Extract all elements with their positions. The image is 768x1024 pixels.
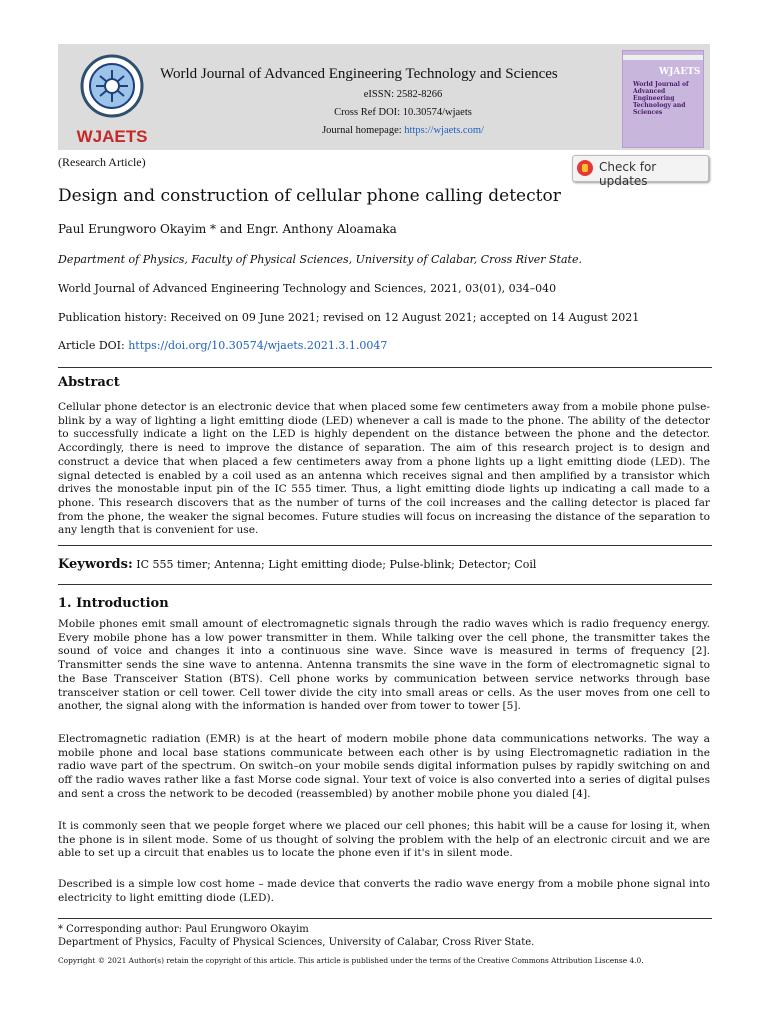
keywords-text: IC 555 timer; Antenna; Light emitting diode; Pulse-blink; Detector; Coil <box>132 558 537 571</box>
crossref-doi: Cross Ref DOI: 10.30574/wjaets <box>334 107 472 118</box>
journal-header <box>58 44 710 150</box>
cover-band <box>623 55 703 60</box>
cover-title: WJAETS <box>659 67 701 77</box>
abstract-text: Cellular phone detector is an electronic device that when placed some few centimeters away from a mobile phone pulse-blink by a way of lighting a light emitting diode (LED) whenever a call is made to the phone. The ability of the detector to successfully indicate a light on the LED is highly dependent on the distance between the phone and the detector. Accordingly, there is need to improve the distance of separation. The aim of this research project is to design and construct a device that when placed a few centimeters away from a phone lights up a light emitting diode (LED). The signal detected is enabled by a coil used as an antenna which receives signal and then amplified by a transistor which drives the monostable input pin of the IC 555 timer. Thus, a light emitting diode lights up indicating a call made to a phone. This research discovers that as the number of turns of the coil increases and the calling detector is placed far from the phone, the weaker the signal becomes. Future studies will focus on increasing the distance of the separation to any length that is convenient for use. <box>58 401 710 537</box>
keywords-label: Keywords: <box>58 557 133 572</box>
footnote-department: Department of Physics, Faculty of Physical Sciences, University of Calabar, Cross River State. <box>58 937 535 948</box>
introduction-heading: 1. Introduction <box>58 596 169 611</box>
corresponding-author: * Corresponding author: Paul Erungworo Okayim <box>58 924 309 935</box>
citation: World Journal of Advanced Engineering Technology and Sciences, 2021, 03(01), 034–040 <box>58 282 557 295</box>
doi-link[interactable]: https://doi.org/10.30574/wjaets.2021.3.1.0047 <box>128 339 388 352</box>
authors: Paul Erungworo Okayim * and Engr. Anthony Aloamaka <box>58 222 397 236</box>
journal-cover <box>622 50 704 148</box>
article-doi <box>58 339 387 352</box>
article-title: Design and construction of cellular phone calling detector <box>58 186 561 206</box>
cover-journal-name: World Journal of Advanced Engineering Technology and Sciences <box>633 81 689 116</box>
divider <box>58 367 712 368</box>
intro-paragraph: Electromagnetic radiation (EMR) is at the heart of modern mobile phone data communications networks. The way a mobile phone and local base stations communicate between each other is by using Electromagnetic radiation in the radio wave part of the spectrum. On switch–on your mobile sends digital information pulses by rapidly switching on and off the radio waves rather like a fast Morse code signal. Your text of voice is also converted into a series of digital pulses and sent a cross the network to be decoded (reassembled) by another mobile phone you dialed [4]. <box>58 733 710 800</box>
homepage-link[interactable]: https://wjaets.com/ <box>404 125 484 136</box>
divider <box>58 545 712 546</box>
intro-paragraph: Mobile phones emit small amount of electromagnetic signals through the radio waves which is radio frequency energy. Every mobile phone has a low power transmitter in them. While talking over the cell phone, the transmitter takes the sound of voice and changes it into a continuous sine wave. Since wave is measured in terms of frequency [2]. Transmitter sends the sine wave to antenna. Antenna transmits the sine wave in the form of electromagnetic signal to the Base Transceiver Station (BTS). Cell phone works by communication between service networks through base transceiver station or cell tower. Cell tower divide the city into small areas or cells. As the user moves from one cell to another, the signal along with the information is handed over from tower to tower [5]. <box>58 618 710 713</box>
keywords <box>58 557 536 572</box>
copyright-notice: Copyright © 2021 Author(s) retain the copyright of this article. This article is published under the terms of the Creative Commons Attribution Liscense 4.0. <box>58 956 644 965</box>
intro-paragraph: Described is a simple low cost home – made device that converts the radio wave energy from a mobile phone signal into electricity to light emitting diode (LED). <box>58 878 710 904</box>
affiliation: Department of Physics, Faculty of Physical Sciences, University of Calabar, Cross River State. <box>58 253 582 266</box>
article-type: (Research Article) <box>58 155 146 169</box>
footnote-divider <box>58 918 712 919</box>
eissn: eISSN: 2582-8266 <box>363 89 443 100</box>
check-for-updates-button[interactable] <box>572 155 709 188</box>
doi-label: Article DOI: <box>58 339 129 352</box>
intro-paragraph: It is commonly seen that we people forget where we placed our cell phones; this habit will be a cause for losing it, when the phone is in silent mode. Some of us thought of solving the problem with the help of an electronic circuit and we are able to set up a circuit that enables us to locate the phone even if it's in silent mode. <box>58 820 710 860</box>
divider <box>58 584 712 585</box>
journal-logo <box>68 50 156 148</box>
logo-text: WJAETS <box>76 127 148 146</box>
abstract-heading: Abstract <box>58 375 120 390</box>
check-updates-label: Check for updates <box>599 160 657 188</box>
journal-name: World Journal of Advanced Engineering Technology and Sciences <box>160 66 558 82</box>
journal-homepage <box>288 125 518 136</box>
homepage-label: Journal homepage: <box>322 125 405 136</box>
crossmark-icon <box>577 160 593 176</box>
publication-history: Publication history: Received on 09 June 2021; revised on 12 August 2021; accepted on 14 August 2021 <box>58 311 640 324</box>
